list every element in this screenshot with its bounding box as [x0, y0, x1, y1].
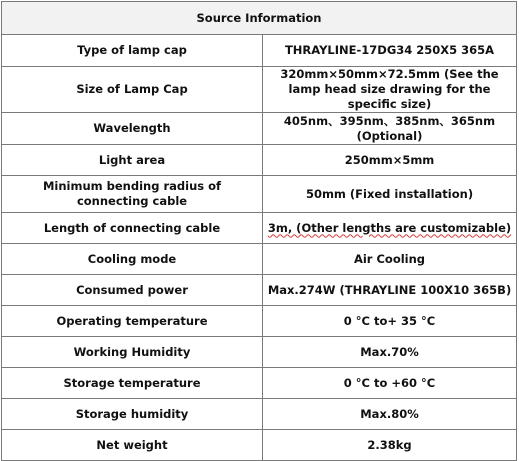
row-value: Max.274W (THRAYLINE 100X10 365B) [263, 275, 517, 306]
row-label: Cooling mode [2, 244, 263, 275]
row-value: 2.38kg [263, 430, 517, 461]
row-value: 250mm×5mm [263, 145, 517, 176]
table-row [2, 213, 517, 244]
row-value: THRAYLINE-17DG34 250X5 365A [263, 35, 517, 67]
row-label: Storage humidity [2, 399, 263, 430]
row-value: Max.80% [263, 399, 517, 430]
row-label: Minimum bending radius of connecting cable [2, 176, 263, 213]
row-value: 320mm×50mm×72.5mm (See the lamp head size drawing for the specific size) [263, 67, 517, 113]
row-value: 3m, (Other lengths are customizable) [263, 213, 517, 244]
row-label: Working Humidity [2, 337, 263, 368]
row-label: Operating temperature [2, 306, 263, 337]
source-information-table [1, 1, 517, 461]
table-row [2, 113, 517, 145]
row-value: Air Cooling [263, 244, 517, 275]
table-title: Source Information [2, 2, 517, 35]
row-label: Type of lamp cap [2, 35, 263, 67]
row-label: Length of connecting cable [2, 213, 263, 244]
table-row [2, 306, 517, 337]
row-label: Light area [2, 145, 263, 176]
table-row [2, 275, 517, 306]
table-row [2, 176, 517, 213]
table-row [2, 368, 517, 399]
row-label: Size of Lamp Cap [2, 67, 263, 113]
table-header-row [2, 2, 517, 35]
row-value: 50mm (Fixed installation) [263, 176, 517, 213]
row-value: Max.70% [263, 337, 517, 368]
row-label: Storage temperature [2, 368, 263, 399]
row-value: 0 °C to+ 35 °C [263, 306, 517, 337]
row-value: 405nm、395nm、385nm、365nm (Optional) [263, 113, 517, 145]
table-row [2, 145, 517, 176]
row-label: Consumed power [2, 275, 263, 306]
table-row [2, 35, 517, 67]
row-label: Net weight [2, 430, 263, 461]
row-label: Wavelength [2, 113, 263, 145]
table-row [2, 337, 517, 368]
table-row [2, 244, 517, 275]
row-value: 0 °C to +60 °C [263, 368, 517, 399]
table-row [2, 399, 517, 430]
table-row [2, 67, 517, 113]
